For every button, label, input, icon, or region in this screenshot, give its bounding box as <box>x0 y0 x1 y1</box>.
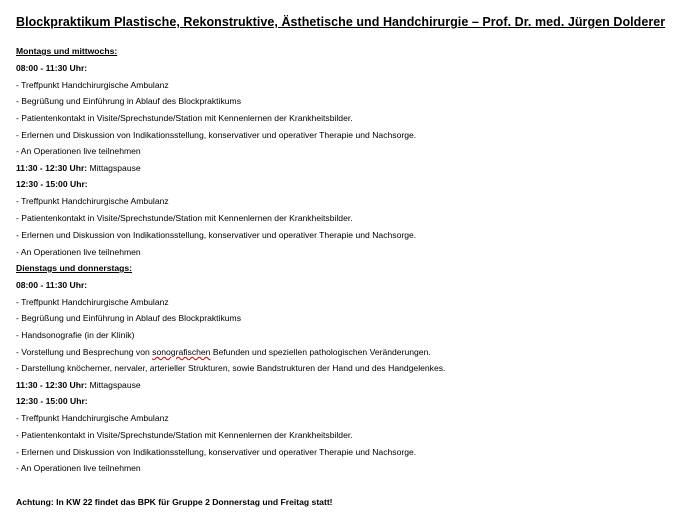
list-item: - Handsonografie (in der Klinik) <box>16 330 135 340</box>
time-slot-break-mw <box>16 163 141 174</box>
time-slot-morning-mw: 08:00 - 11:30 Uhr: <box>16 63 88 73</box>
sono-item-after: Befunden und speziellen pathologischen Veränderungen. <box>210 347 431 357</box>
list-item: - Treffpunkt Handchirurgische Ambulanz <box>16 413 169 423</box>
list-item: - Treffpunkt Handchirurgische Ambulanz <box>16 196 169 206</box>
section-heading-monday-wednesday: Montags und mittwochs: <box>16 46 118 56</box>
time-slot-afternoon-tt: 12:30 - 15:00 Uhr: <box>16 396 88 406</box>
time-slot-afternoon-mw: 12:30 - 15:00 Uhr: <box>16 179 88 189</box>
break-time: 11:30 - 12:30 Uhr: <box>16 163 88 173</box>
list-item: - Treffpunkt Handchirurgische Ambulanz <box>16 297 169 307</box>
sono-item-before: - Vorstellung und Besprechung von <box>16 347 153 357</box>
list-item: - Patientenkontakt in Visite/Sprechstunde/Station mit Kennenlernen der Krankheitsbilder. <box>16 213 353 223</box>
list-item: - Erlernen und Diskussion von Indikationsstellung, konservativer und operativer Therapie und Nachsorge. <box>16 447 417 457</box>
list-item: - Erlernen und Diskussion von Indikationsstellung, konservativer und operativer Therapie und Nachsorge. <box>16 130 417 140</box>
list-item: - Treffpunkt Handchirurgische Ambulanz <box>16 80 169 90</box>
list-item-sonography <box>16 347 431 358</box>
notice-text: Achtung: In KW 22 findet das BPK für Gruppe 2 Donnerstag und Freitag statt! <box>16 497 333 507</box>
break-label: Mittagspause <box>87 163 141 173</box>
time-slot-morning-tt: 08:00 - 11:30 Uhr: <box>16 280 88 290</box>
list-item: - An Operationen live teilnehmen <box>16 247 141 257</box>
spellcheck-word: sonografischen <box>152 347 211 357</box>
page-title: Blockpraktikum Plastische, Rekonstruktive, Ästhetische und Handchirurgie – Prof. Dr. med. Jürgen Dolderer <box>16 15 666 29</box>
list-item: - Patientenkontakt in Visite/Sprechstunde/Station mit Kennenlernen der Krankheitsbilder. <box>16 430 353 440</box>
list-item: - Darstellung knöcherner, nervaler, arterieller Strukturen, sowie Bandstrukturen der Hand und des Handgelenkes. <box>16 363 446 373</box>
list-item: - Begrüßung und Einführung in Ablauf des Blockpraktikums <box>16 313 241 323</box>
list-item: - Erlernen und Diskussion von Indikationsstellung, konservativer und operativer Therapie und Nachsorge. <box>16 230 417 240</box>
break-label: Mittagspause <box>87 380 141 390</box>
list-item: - An Operationen live teilnehmen <box>16 463 141 473</box>
list-item: - An Operationen live teilnehmen <box>16 146 141 156</box>
section-heading-tuesday-thursday: Dienstags und donnerstags: <box>16 263 133 273</box>
time-slot-break-tt <box>16 380 141 391</box>
break-time: 11:30 - 12:30 Uhr: <box>16 380 88 390</box>
list-item: - Begrüßung und Einführung in Ablauf des Blockpraktikums <box>16 96 241 106</box>
list-item: - Patientenkontakt in Visite/Sprechstunde/Station mit Kennenlernen der Krankheitsbilder. <box>16 113 353 123</box>
